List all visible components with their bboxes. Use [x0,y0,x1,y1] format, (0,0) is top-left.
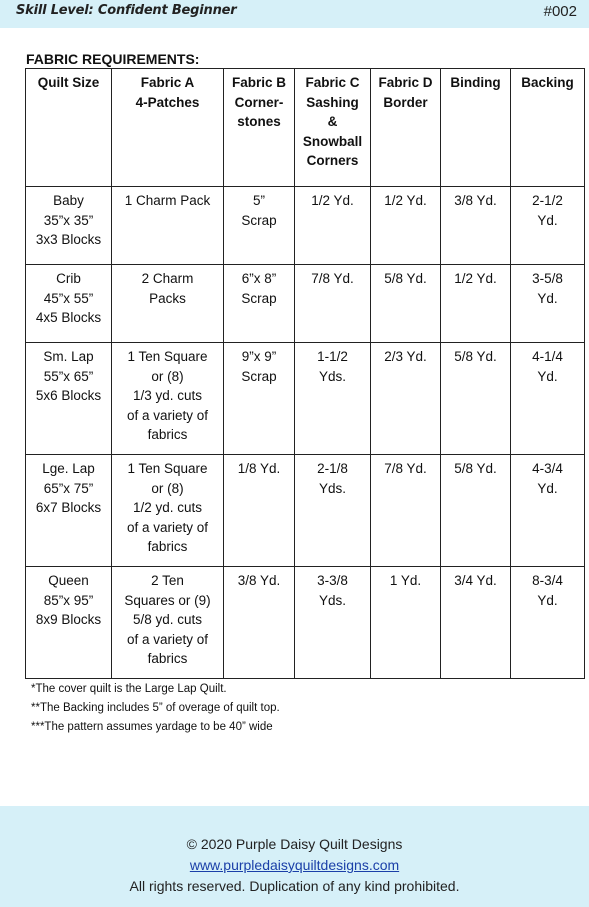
column-header [224,69,295,187]
cell-line: 1-1/2 [317,349,348,364]
website-link[interactable]: www.purpledaisyquiltdesigns.com [189,857,400,873]
table-cell [441,343,511,455]
cell-line: 6x7 Blocks [35,500,102,515]
column-header [511,69,585,187]
cell-line: 55”x 65” [43,368,94,384]
table-cell [224,265,295,343]
table-cell [511,265,585,343]
column-header [371,69,441,187]
table-cell [511,455,585,567]
table-cell [112,455,224,567]
cell-line: of a variety of [126,519,209,535]
table-cell [511,187,585,265]
footnote: *The cover quilt is the Large Lap Quilt. [31,683,227,695]
cell-line: Yd. [537,368,558,384]
cell-line: 4-3/4 [532,461,563,476]
table-cell [224,567,295,679]
column-header-line: Fabric A [140,75,195,90]
cell-line: Yd. [537,480,558,496]
footer [0,806,589,907]
cell-line: 1/2 Yd. [311,193,354,208]
cell-line: 6”x 8” [241,271,277,286]
column-header-line: stones [237,114,281,129]
cell-line: Packs [149,290,186,306]
cell-line: Scrap [241,368,277,384]
cell-line: 1/2 yd. cuts [132,500,203,515]
column-header-line: Border [383,94,428,110]
column-header-line: 4-Patches [135,94,200,110]
cell-line: fabrics [147,427,188,442]
table-cell [224,343,295,455]
cell-line: Crib [56,271,81,286]
table-cell [26,567,112,679]
cell-line: 4-1/4 [532,349,563,364]
column-header-line: & [327,114,338,129]
rights-text: All rights reserved. Duplication of any kind prohibited. [129,878,460,894]
cell-line: 1/2 Yd. [454,271,497,286]
cell-line: Yd. [537,290,558,306]
header-band [0,0,589,28]
cell-line: 3x3 Blocks [35,232,102,247]
table-cell [26,343,112,455]
cell-line: 1 Yd. [389,573,422,588]
cell-line: Scrap [241,290,277,306]
column-header-line: Corner- [234,94,284,110]
skill-level-label: Skill Level: Confident Beginner [16,3,237,18]
fabric-requirements-table [25,68,585,679]
cell-line: 2-1/8 [317,461,348,476]
cell-line: Scrap [241,212,277,228]
table-row [26,265,585,343]
table-row [26,567,585,679]
cell-line: 5/8 Yd. [454,461,497,476]
table-cell [295,343,371,455]
cell-line: 3/4 Yd. [454,573,497,588]
column-header-line: Snowball [302,133,363,149]
table-header-row [26,69,585,187]
cell-line: 85”x 95” [43,592,94,608]
cell-line: Yd. [537,212,558,228]
cell-line: Squares or (9) [124,592,211,608]
table-cell [371,187,441,265]
cell-line: 2-1/2 [532,193,563,208]
cell-line: 5/8 Yd. [384,271,427,286]
table-cell [26,455,112,567]
table-row [26,343,585,455]
cell-line: 2/3 Yd. [384,349,427,364]
table-cell [295,265,371,343]
cell-line: or (8) [151,368,184,384]
table-cell [112,187,224,265]
cell-line: 35”x 35” [43,212,94,228]
table-cell [511,343,585,455]
cell-line: 9”x 9” [241,349,277,364]
cell-line: 1 Ten Square [127,349,208,364]
cell-line: 5x6 Blocks [35,388,102,403]
cell-line: 1 Ten Square [127,461,208,476]
cell-line: 3-5/8 [532,271,563,286]
section-title: FABRIC REQUIREMENTS: [26,51,200,67]
cell-line: 8-3/4 [532,573,563,588]
cell-line: 1/8 Yd. [237,461,281,476]
column-header [441,69,511,187]
footnote: **The Backing includes 5” of overage of quilt top. [31,702,280,714]
table-cell [112,265,224,343]
column-header-line: Fabric D [378,75,433,90]
table-cell [112,567,224,679]
table-row [26,455,585,567]
column-header-line: Fabric C [305,75,360,90]
table-cell [26,265,112,343]
table-cell [295,455,371,567]
table-cell [371,265,441,343]
cell-line: 3/8 Yd. [454,193,497,208]
column-header-line: Sashing [306,94,359,110]
cell-line: Queen [48,573,89,588]
cell-line: of a variety of [126,407,209,423]
cell-line: 1/2 Yd. [384,193,427,208]
table-cell [371,343,441,455]
column-header-line: Fabric B [231,75,286,90]
cell-line: of a variety of [126,631,209,647]
cell-line: 2 Charm [141,271,194,286]
column-header-line: Binding [450,75,501,90]
table-cell [224,455,295,567]
cell-line: 7/8 Yd. [384,461,427,476]
table-cell [441,187,511,265]
cell-line: 4x5 Blocks [35,310,102,325]
pattern-code: #002 [543,3,577,20]
column-header-line: Quilt Size [37,75,100,90]
table-cell [112,343,224,455]
table-cell [295,187,371,265]
cell-line: Yds. [318,592,346,608]
column-header [112,69,224,187]
cell-line: Yds. [318,480,346,496]
cell-line: Yd. [537,592,558,608]
table-cell [441,455,511,567]
cell-line: Baby [53,193,84,208]
copyright-text: © 2020 Purple Daisy Quilt Designs [186,836,403,852]
column-header-line: Corners [306,153,359,168]
cell-line: 1 Charm Pack [124,193,211,208]
cell-line: 45”x 55” [43,290,94,306]
table-cell [441,567,511,679]
cell-line: Lge. Lap [42,461,95,476]
cell-line: 5” [252,193,265,208]
cell-line: 3/8 Yd. [237,573,281,588]
table-cell [26,187,112,265]
column-header [295,69,371,187]
cell-line: 5/8 Yd. [454,349,497,364]
table-cell [371,455,441,567]
cell-line: Yds. [318,368,346,384]
cell-line: fabrics [147,651,188,666]
cell-line: 2 Ten [151,573,184,588]
cell-line: 7/8 Yd. [311,271,354,286]
cell-line: 1/3 yd. cuts [132,388,203,403]
cell-line: or (8) [151,480,184,496]
table-cell [511,567,585,679]
table-row [26,187,585,265]
cell-line: 5/8 yd. cuts [132,612,203,627]
column-header-line: Backing [521,75,574,90]
table-cell [224,187,295,265]
cell-line: Sm. Lap [43,349,94,364]
column-header [26,69,112,187]
cell-line: 3-3/8 [317,573,348,588]
table-cell [441,265,511,343]
footnote: ***The pattern assumes yardage to be 40” wide [31,721,273,733]
footnotes [31,680,280,737]
cell-line: 65”x 75” [43,480,94,496]
cell-line: 8x9 Blocks [35,612,102,627]
cell-line: fabrics [147,539,188,554]
table-cell [295,567,371,679]
table-cell [371,567,441,679]
